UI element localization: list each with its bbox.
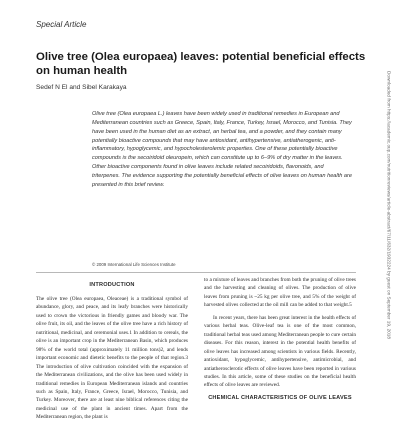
download-sidebar	[384, 70, 394, 340]
right-column	[204, 276, 356, 401]
author-line: Sedef N El and Sibel Karakaya	[36, 84, 127, 91]
introduction-heading: INTRODUCTION	[89, 282, 135, 288]
copyright-notice: © 2009 International Life Sciences Institute	[92, 262, 176, 267]
body-paragraph: In recent years, there has been great interest in the health effects of various herbal teas. Olive-leaf tea is one of the most common, traditional herbal teas used among Mediterranean people to cure certain diseases. For this reason, interest in the potential health benefits of olive leaves has increased among scientists in various fields. Recently, antioxidant, hypoglycemic, antihypertensive, antimicrobial, and antiatherosclerotic effects of olive leaves have been reported in various studies. In this article, some of these studies on the beneficial health effects of olive leaves are reviewed.	[204, 314, 356, 389]
section-divider	[36, 272, 356, 273]
chemical-characteristics-heading: CHEMICAL CHARACTERISTICS OF OLIVE LEAVES	[208, 394, 352, 401]
abstract: Olive tree (Olea europaea L.) leaves have been widely used in traditional remedies in European and Mediterranean countries such as Greece, Spain, Italy, France, Turkey, Israel, Morocco, and Tunisia. They have been used in the human diet as an extract, an herbal tea, and a powder, and they contain many potentially bioactive compounds that may have antioxidant, antihypertensive, antiatherogenic, anti-inflammatory, hypoglycemic, and hypocholesterolemic properties. One of these potentially bioactive compounds is the secoiridoid oleuropein, which can constitute up to 6–9% of dry matter in the leaves. Other bioactive components found in olive leaves include related secoiridoids, flavonoids, and triterpenes. The evidence supporting the potentially beneficial effects of olive leaves on human health are presented in this brief review.	[92, 111, 352, 188]
download-note: Downloaded from https://academic.oup.com/nutritionreviews/article-abstract/67/11/632/1932224 by guest on September 19, 2018	[386, 70, 392, 340]
left-column	[36, 282, 188, 426]
body-paragraph: to a mixture of leaves and branches from both the pruning of olive trees and the harvesting and cleaning of olives. The production of olive leaves from pruning is ~25 kg per olive tree, and 5% of the weight of harvested olives collected at the oil mill can be added to that weight.5	[204, 277, 356, 309]
body-paragraph: The olive tree (Olea europaea, Oleaceae) is a traditional symbol of abundance, glory, and peace, and its leafy branches were historically used to crown the victorious in friendly games and bloody war. The olive fruit, its oil, and the leaves of the olive tree have a rich history of nutritional, medicinal, and ceremonial uses.1 In addition to cereals, the olive is an important crop in the Mediterranean Basin, which produces 98% of the world total (approximately 11 million tons)2, and lends important economic and dietetic benefits to the people of that region.3 The introduction of olive cultivation coincided with the expansion of the Mediterranean civilizations, and the olive has been used widely in traditional remedies in European Mediterranean islands and countries such as Spain, Italy, France, Greece, Israel, Morocco, Tunisia, and Turkey. Moreover, there are at least nine biblical references citing the medicinal use of the plant in ancient times. Apart from the Mediterranean region, the plant is	[36, 296, 188, 421]
article-title: Olive tree (Olea europaea) leaves: potential beneficial effects on human health	[36, 51, 366, 77]
section-label: Special Article	[36, 20, 87, 29]
